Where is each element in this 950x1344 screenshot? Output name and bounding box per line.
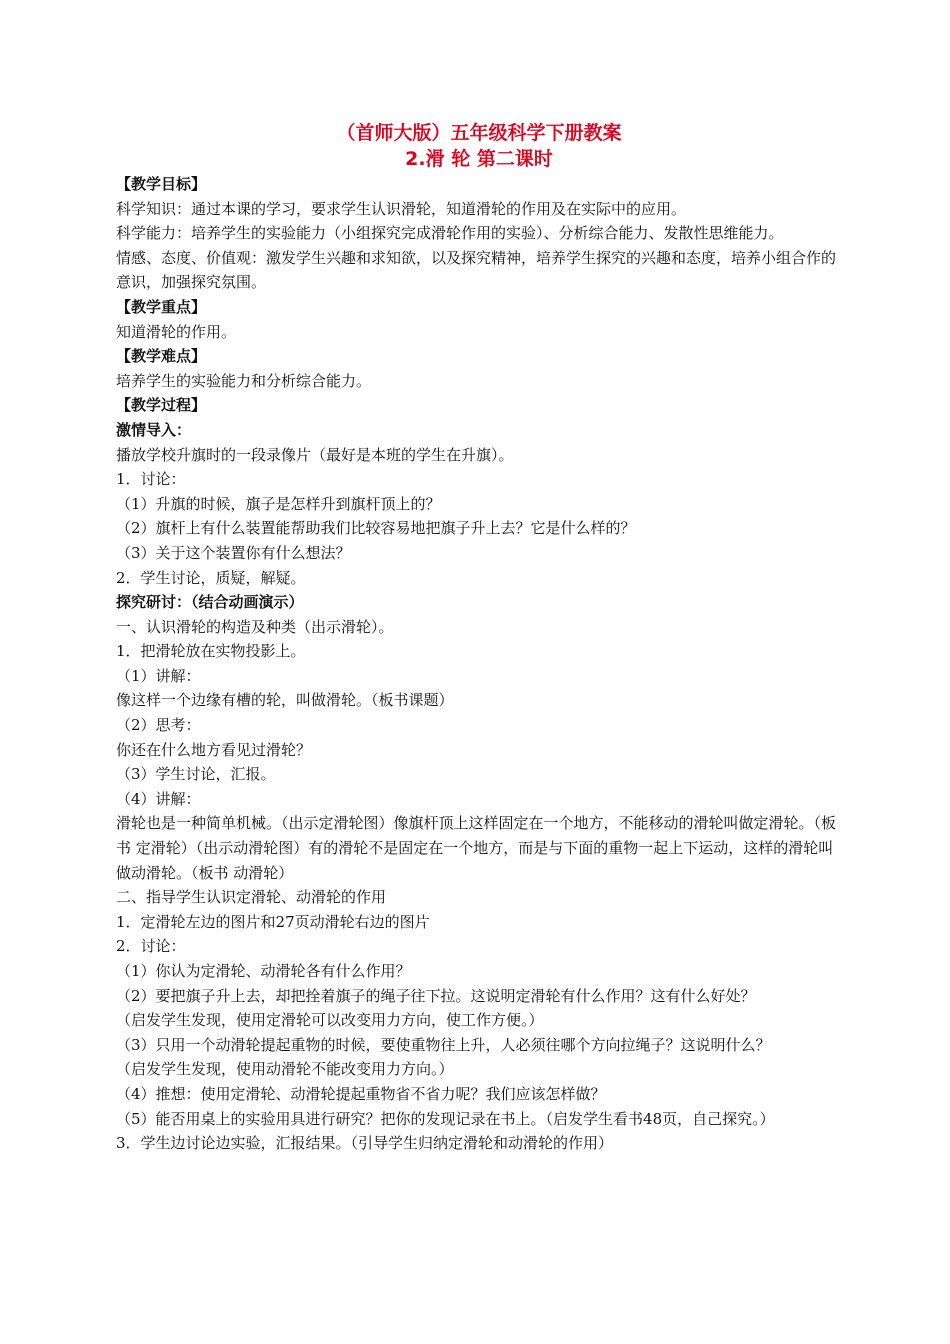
intro-text: 播放学校升旗时的一段录像片（最好是本班的学生在升旗）。 <box>116 445 514 464</box>
goals-heading: 【教学目标】 <box>116 175 207 193</box>
goal-knowledge: 科学知识：通过本课的学习，要求学生认识滑轮，知道滑轮的作用及在实际中的应用。 <box>116 199 687 218</box>
discuss-question-2: （2）旗杆上有什么装置能帮助我们比较容易地把旗子升上去？它是什么样的？ <box>116 519 636 538</box>
discuss-question-1: （1）升旗的时候，旗子是怎样升到旗杆顶上的？ <box>116 494 441 513</box>
part-2-question-2: （2）要把旗子升上去，却把拴着旗子的绳子往下拉。这说明定滑轮有什么作用？这有什么好处？ <box>116 986 756 1005</box>
part-2-question-3-hint: （启发学生发现，使用动滑轮不能改变用力方向。） <box>116 1060 454 1079</box>
part-2-question-4: （4）推想：使用定滑轮、动滑轮提起重物省不省力呢？我们应该怎样做？ <box>116 1084 606 1103</box>
part-2-question-5: （5）能否用桌上的实验用具进行研究？把你的发现记录在书上。（启发学生看书48页，自己探究。） <box>116 1109 775 1128</box>
goal-ability: 科学能力：培养学生的实验能力（小组探究完成滑轮作用的实验）、分析综合能力、发散性思维能力。 <box>116 224 784 243</box>
part-1-heading: 一、认识滑轮的构造及种类（出示滑轮）。 <box>116 617 394 636</box>
difficulty-heading: 【教学难点】 <box>116 347 207 366</box>
part-2-heading: 二、指导学生认识定滑轮、动滑轮的作用 <box>116 888 387 907</box>
part-1-substep-d-text: 滑轮也是一种简单机械。（出示定滑轮图）像旗杆顶上这样固定在一个地方，不能移动的滑轮叫做定滑轮。（板书 定滑轮）（出示动滑轮图）有的滑轮不是固定在一个地方，而是与下面的重物一起上下运动，这样的滑轮叫做动滑轮。（板书 动滑轮） <box>116 814 837 882</box>
part-1-substep-a-text: 像这样一个边缘有槽的轮，叫做滑轮。（板书课题） <box>116 691 454 710</box>
lesson-title: 2.滑 轮 第二课时 <box>405 148 553 170</box>
discuss-question-3: （3）关于这个装置你有什么想法？ <box>116 543 351 562</box>
document-page <box>116 120 842 1156</box>
explore-heading: 探究研讨：（结合动画演示） <box>116 593 304 612</box>
part-2-question-2-hint: （启发学生发现，使用定滑轮可以改变用力方向，使工作方便。） <box>116 1011 544 1030</box>
focus-heading: 【教学重点】 <box>116 297 207 316</box>
part-1-substep-a: （1）讲解： <box>116 666 201 685</box>
part-2-step-1: 1．定滑轮左边的图片和27页动滑轮右边的图片 <box>116 912 430 931</box>
process-heading: 【教学过程】 <box>116 396 207 415</box>
intro-heading: 激情导入： <box>116 420 192 439</box>
discuss-step-2: 2．学生讨论，质疑，解疑。 <box>116 568 306 587</box>
part-1-substep-b: （2）思考： <box>116 716 201 735</box>
part-1-substep-d: （4）讲解： <box>116 789 201 808</box>
part-1-substep-c: （3）学生讨论，汇报。 <box>116 765 276 784</box>
goal-emotion: 情感、态度、价值观：激发学生兴趣和求知欲，以及探究精神，培养学生探究的兴趣和态度，培养小组合作的意识，加强探究氛围。 <box>116 248 837 292</box>
document-title: （首师大版）五年级科学下册教案 <box>336 122 622 144</box>
part-2-step-2: 2．讨论： <box>116 937 186 956</box>
part-1-substep-b-text: 你还在什么地方看见过滑轮？ <box>116 740 312 759</box>
part-2-question-3: （3）只用一个动滑轮提起重物的时候，要使重物往上升，人必须往哪个方向拉绳子？这说明什么？ <box>116 1035 771 1054</box>
part-1-step-1: 1．把滑轮放在实物投影上。 <box>116 642 306 661</box>
discuss-step-1: 1．讨论： <box>116 470 186 489</box>
focus-text: 知道滑轮的作用。 <box>116 322 237 341</box>
difficulty-text: 培养学生的实验能力和分析综合能力。 <box>116 371 372 390</box>
part-2-question-1: （1）你认为定滑轮、动滑轮各有什么作用？ <box>116 962 411 980</box>
part-2-step-3: 3．学生边讨论边实验，汇报结果。（引导学生归纳定滑轮和动滑轮的作用） <box>116 1134 614 1153</box>
